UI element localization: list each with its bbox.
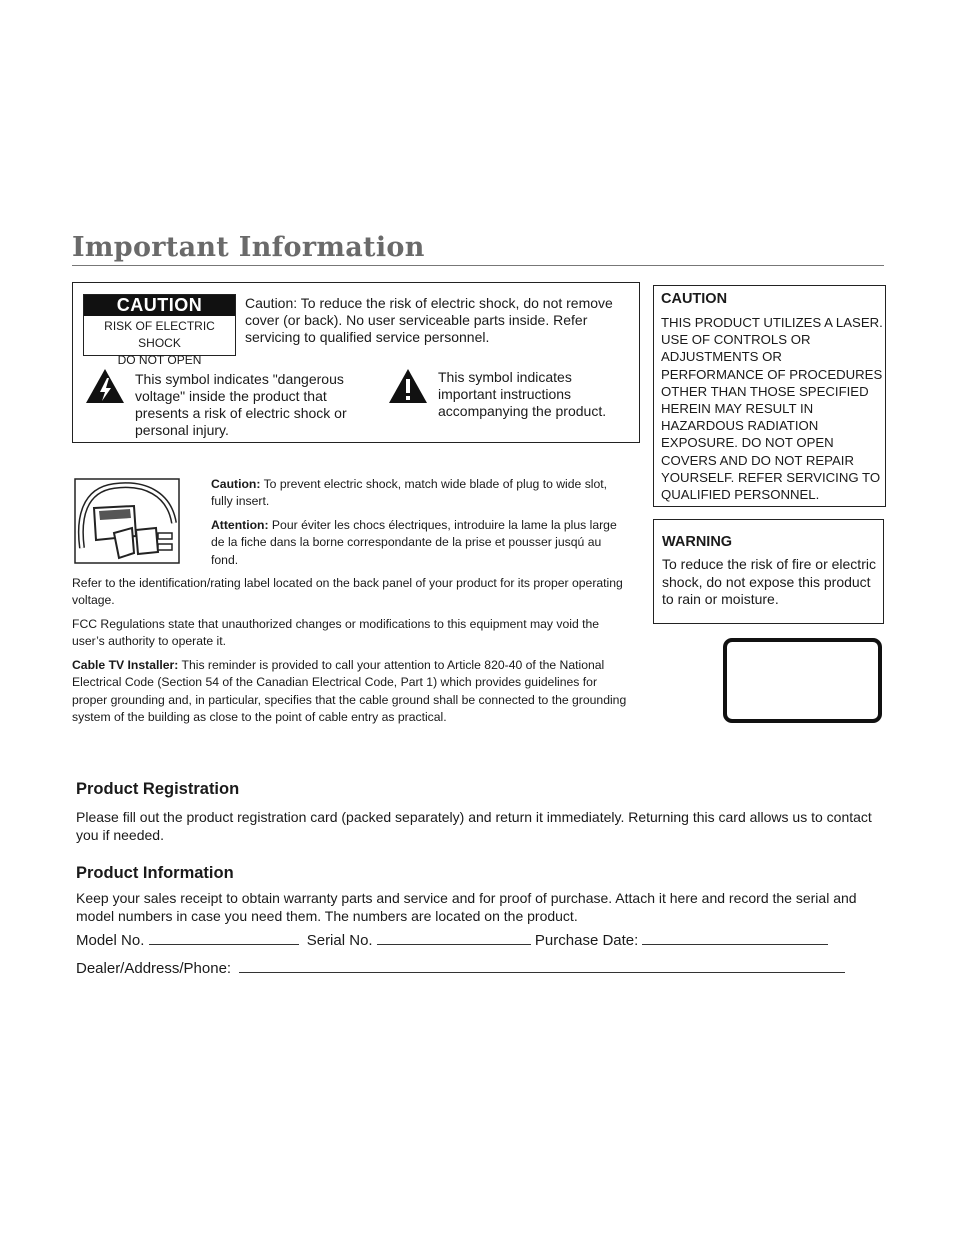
cable-installer-text: This reminder is provided to call your attention to Article 820-40 of the National Electrical Code (Section 54 of the Canadian Electrical Code, Part 1) which provides guidelines for proper grounding and, in particular, specifies that the cable ground shall be connected to the grounding system of the building as close to the point of cable entry as practical.	[72, 658, 627, 724]
registration-heading: Product Registration	[76, 780, 240, 798]
caution-text: Caution: To reduce the risk of electric shock, do not remove cover (or back). No user serviceable parts inside. Refer servicing to qualified service personnel.	[245, 295, 613, 345]
symbol2-text: This symbol indicates important instructions accompanying the product.	[438, 369, 607, 419]
purchase-date-field[interactable]	[642, 930, 828, 945]
dealer-line	[76, 958, 845, 977]
product-info-text: Keep your sales receipt to obtain warranty parts and service and for proof of purchase. Attach it here and record the serial and model numbers in case you need them. The numbers are located on the product.	[76, 890, 857, 924]
lightning-warning-icon	[85, 368, 125, 409]
caution-label-line1: RISK OF ELECTRIC SHOCK	[104, 319, 215, 350]
serial-label: Serial No.	[306, 932, 373, 949]
model-number-field[interactable]	[149, 930, 299, 945]
rating-label-note: Refer to the identification/rating label located on the back panel of your product for its proper operating voltage.	[72, 576, 623, 608]
plug-caution-label: Caution:	[211, 477, 261, 491]
warning-head: WARNING	[662, 534, 733, 550]
label-placeholder-frame	[723, 638, 882, 723]
product-info-heading: Product Information	[76, 864, 234, 882]
plug-attention-label: Attention:	[211, 518, 269, 532]
dealer-address-phone-field[interactable]	[239, 958, 845, 973]
plug-attention-text: Pour éviter les chocs électriques, introduire la lame la plus large de la fiche dans la borne correspondante de la prise et pousser jusqú au fond.	[211, 518, 617, 567]
caution-label-head: CAUTION	[84, 295, 235, 316]
plug-caution-text: To prevent electric shock, match wide blade of plug to wide slot, fully insert.	[211, 477, 608, 509]
cable-installer-label: Cable TV Installer:	[72, 658, 179, 672]
exclamation-warning-icon	[388, 368, 428, 409]
caution-label-line2: DO NOT OPEN	[117, 353, 202, 367]
cable-installer-note	[72, 657, 632, 726]
laser-caution-text: THIS PRODUCT UTILIZES A LASER. USE OF CONTROLS OR ADJUSTMENTS OR PERFORMANCE OF PROCEDURES OTHER THAN THOSE SPECIFIED HEREIN MAY RESULT IN HAZARDOUS RADIATION EXPOSURE. DO NOT OPEN COVERS AND DO NOT REPAIR YOURSELF. REFER SERVICING TO QUALIFIED PERSONNEL.	[661, 315, 883, 503]
plug-illustration	[74, 478, 180, 569]
model-serial-purchase-line	[76, 930, 828, 949]
model-label: Model No.	[76, 932, 145, 949]
plug-attention	[211, 517, 626, 569]
dealer-label: Dealer/Address/Phone:	[76, 960, 232, 977]
laser-caution-head: CAUTION	[661, 291, 728, 307]
title-rule	[72, 265, 884, 266]
plug-caution	[211, 476, 626, 511]
fcc-note: FCC Regulations state that unauthorized changes or modifications to this equipment may void the user’s authority to operate it.	[72, 617, 600, 649]
warning-text: To reduce the risk of fire or electric shock, do not expose this product to rain or moisture.	[662, 556, 876, 608]
registration-text: Please fill out the product registration card (packed separately) and return it immediately. Returning this card allows us to contact you if needed.	[76, 809, 872, 843]
caution-label	[83, 294, 236, 367]
purchase-date-label: Purchase Date:	[534, 932, 639, 949]
symbol1-text: This symbol indicates "dangerous voltage" inside the product that presents a risk of electric shock or personal injury.	[135, 371, 347, 438]
page-title: Important Information	[72, 232, 425, 263]
serial-number-field[interactable]	[377, 930, 531, 945]
